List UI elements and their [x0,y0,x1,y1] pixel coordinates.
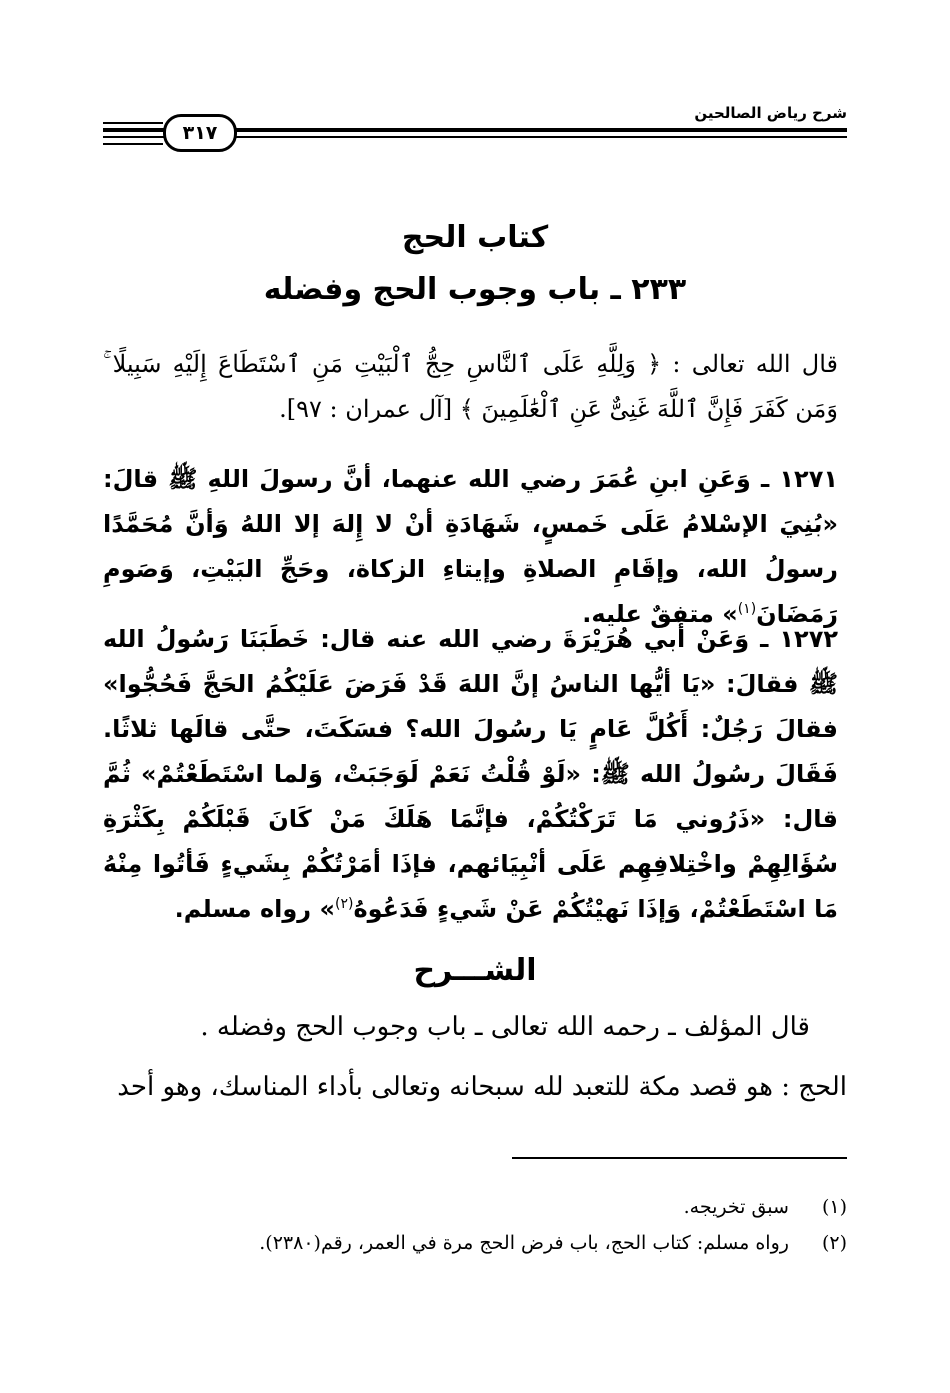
quran-verse-paragraph [103,342,838,432]
definition-term: الحج : [781,1072,847,1102]
hadith-number: ١٢٧١ [779,465,838,493]
page-number: ٣١٧ [163,114,237,152]
header-rule-left-lower [103,143,163,145]
hadith-source: » متفقٌ عليه. [582,600,738,628]
hadith-number: ١٢٧٢ [779,625,838,653]
footnote [103,1232,847,1254]
quran-citation: [آل عمران : ٩٧]. [279,395,453,423]
hadith-source: » رواه مسلم. [174,895,335,923]
footnote-reference: (١) [737,601,757,617]
footnote-reference: (٢) [334,896,354,912]
hadith-paragraph-1271 [103,457,838,637]
chapter-title: ٢٣٣ ـ باب وجوب الحج وفضله [263,272,687,307]
quran-verse: ﴿ وَلِلَّهِ عَلَى ٱلنَّاسِ حِجُّ ٱلْبَيْتِ مَنِ ٱسْتَطَاعَ إِلَيْهِ سَبِيلًا ۚ وَمَن كَفَرَ فَإِنَّ ٱللَّهَ غَنِىٌّ عَنِ ٱلْعَٰلَمِينَ ﴾ [103,350,838,423]
hadith-text: ـ وَعَنْ أَبي هُرَيْرَةَ رضي الله عنه قال: خَطَبَنَا رَسُولُ الله ﷺ فقالَ: «يَا أيُّها الناسُ إنَّ اللهَ قَدْ فَرَضَ عَلَيْكُمُ الحَجَّ فَحُجُّوا» فقالَ رَجُلٌ: أَكُلَّ عَامٍ يَا رسُولَ الله؟ فسَكَتَ، حتَّى قالَها ثلاثًا. فَقَالَ رسُولُ الله ﷺ: «لَوْ قُلْتُ نَعَمْ لَوَجَبَتْ، وَلما اسْتَطَعْتُمْ» ثُمَّ قال: «ذَرُوني مَا تَرَكْتُكُمْ، فإنَّمَا هَلَكَ مَنْ كَانَ قَبْلَكُمْ بِكَثْرَةِ سُؤَالِهِمْ واخْتِلافِهِم عَلَى أنْبِيَائهم، فإذَا أمَرْتُكُمْ بِشَيءٍ فَأتُوا مِنْهُ مَا اسْتَطَعْتُمْ، وَإذَا نَهيْتُكُمْ عَنْ شَيءٍ فَدَعُوهُ [103,625,838,923]
commentary-heading: الشـــرح [413,953,537,988]
running-header-title: شرح رياض الصالحين [694,104,847,122]
hadith-paragraph-1272 [103,617,838,932]
footnote-number: (١) [821,1196,847,1218]
quran-intro: قال الله تعالى : [672,350,838,378]
commentary-line: قال المؤلف ـ رحمه الله تعالى ـ باب وجوب الحج وفضله . [200,1012,810,1042]
hadith-text: ـ وَعَنِ ابنِ عُمَرَ رضي الله عنهما، أنَّ رسولَ اللهِ ﷺ قالَ: «بُنِيَ الإسْلامُ عَلَى خَمسٍ، شَهَادَةِ أنْ لا إِلهَ إلا اللهُ وَأنَّ مُحَمَّدًا رسولُ الله، وإقَامِ الصلاةِ وإيتاءِ الزكاة، وحَجِّ البَيْتِ، وَصَومِ رَمَضَانَ [103,465,838,628]
header-rule-left-upper [103,122,163,124]
footnote-separator [512,1157,847,1159]
footnote [103,1196,847,1218]
commentary-definition [103,1072,847,1102]
footnote-number: (٢) [821,1232,847,1254]
definition-text: هو قصد مكة للتعبد لله سبحانه وتعالى بأداء المناسك، وهو أحد [117,1072,773,1102]
footnote-text: رواه مسلم: كتاب الحج، باب فرض الحج مرة في العمر، رقم(٢٣٨٠). [259,1232,789,1254]
book-title: كتاب الحج [401,220,549,255]
footnote-text: سبق تخريجه. [683,1196,789,1218]
